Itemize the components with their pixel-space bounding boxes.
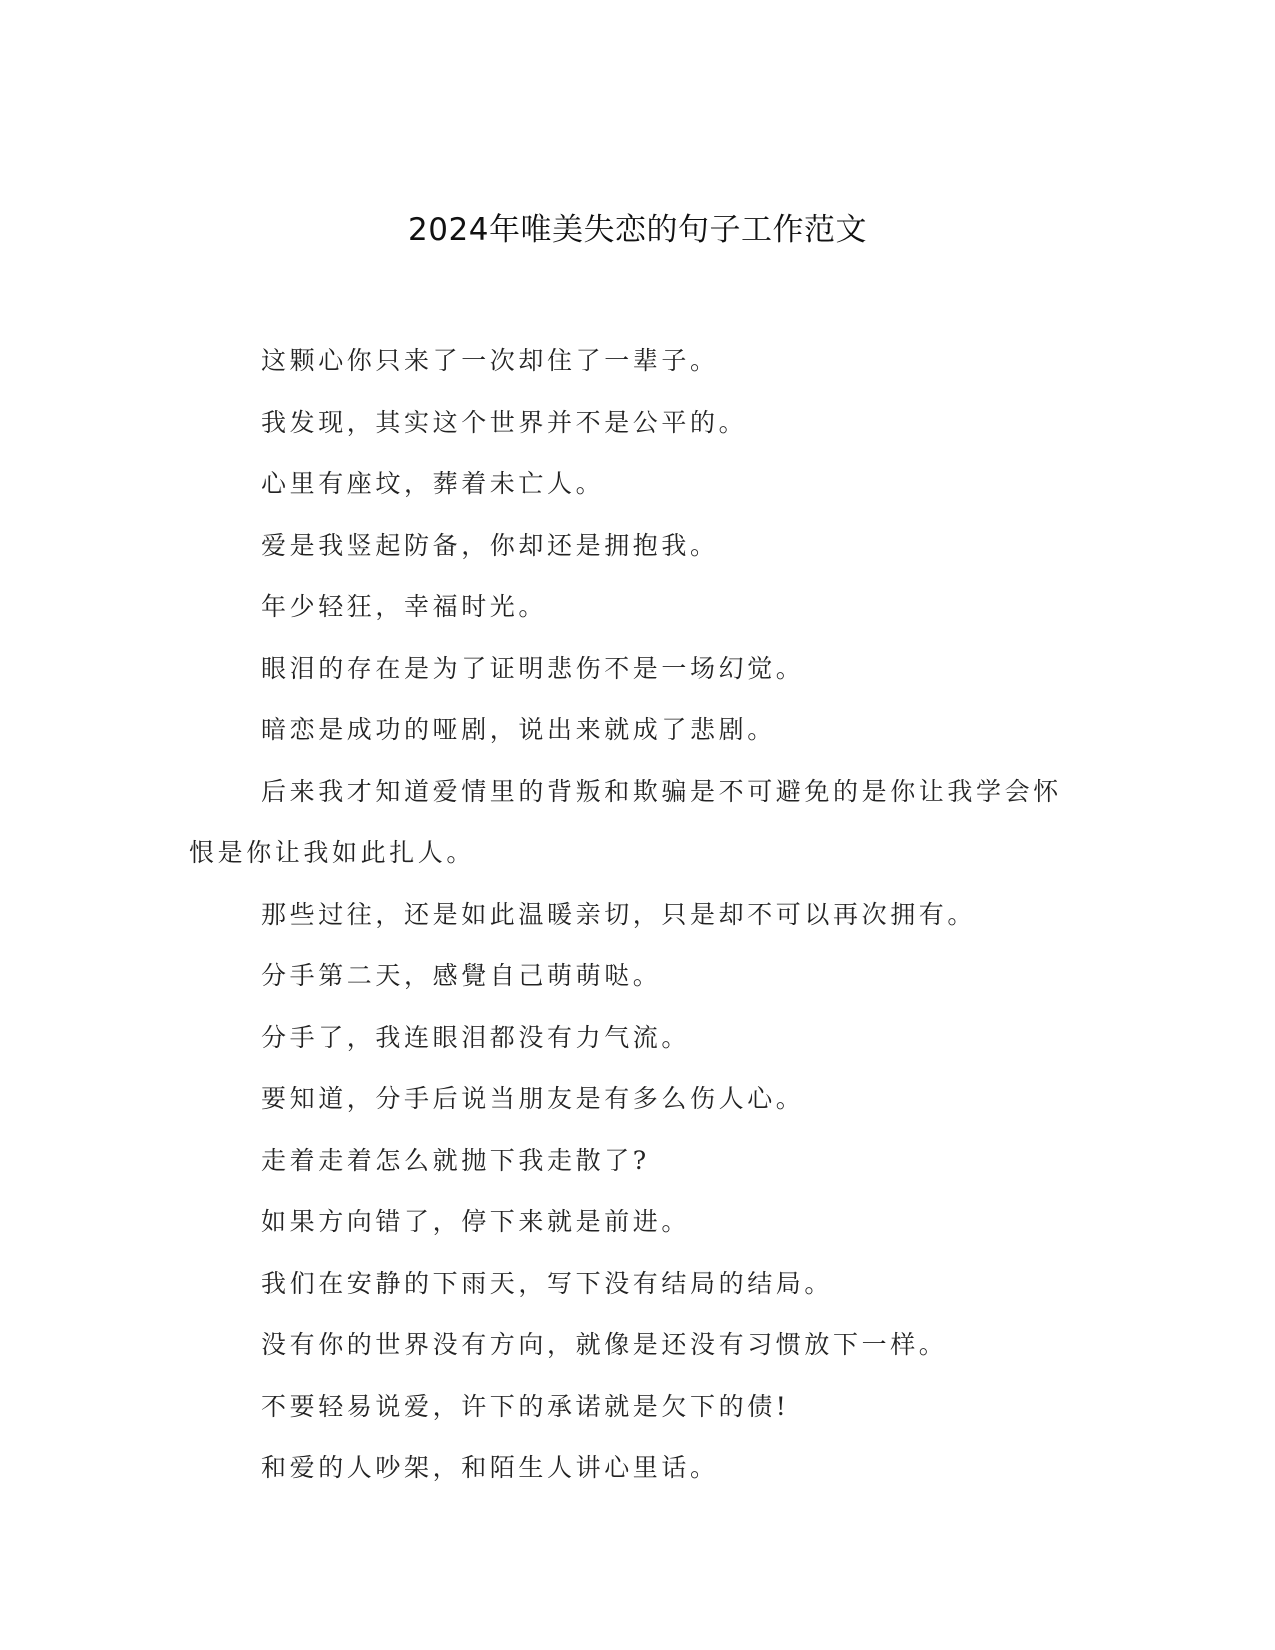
paragraph: 没有你的世界没有方向，就像是还没有习惯放下一样。 [261,1330,948,1359]
paragraph: 如果方向错了，停下来就是前进。 [261,1207,691,1236]
paragraph: 眼泪的存在是为了证明悲伤不是一场幻觉。 [261,653,805,683]
document-title: 2024年唯美失恋的句子工作范文 [408,212,867,248]
paragraph: 我们在安静的下雨天，写下没有结局的结局。 [261,1268,834,1298]
paragraph: 年少轻狂，幸福时光。 [261,592,548,621]
paragraph: 分手了，我连眼泪都没有力气流。 [261,1022,691,1052]
paragraph: 走着走着怎么就抛下我走散了? [261,1145,650,1175]
paragraph: 暗恋是成功的哑剧，说出来就成了悲剧。 [261,715,776,744]
paragraph: 爱是我竖起防备，你却还是拥抱我。 [261,530,719,560]
paragraph: 那些过往，还是如此温暖亲切，只是却不可以再次拥有。 [261,899,977,929]
paragraph: 心里有座坟，葬着未亡人。 [261,469,605,498]
document-body [189,330,1089,1499]
paragraph: 我发现，其实这个世界并不是公平的。 [261,407,748,437]
paragraph: 这颗心你只来了一次却住了一辈子。 [261,346,719,375]
paragraph: 后来我才知道爱情里的背叛和欺骗是不可避免的是你让我学会怀恨是你让我如此扎人。 [189,776,1062,867]
paragraph: 分手第二天，感覺自己萌萌哒。 [261,961,662,990]
paragraph: 要知道，分手后说当朋友是有多么伤人心。 [261,1084,805,1113]
paragraph: 和爱的人吵架，和陌生人讲心里话。 [261,1453,719,1482]
paragraph: 不要轻易说爱，许下的承诺就是欠下的债! [261,1391,790,1421]
